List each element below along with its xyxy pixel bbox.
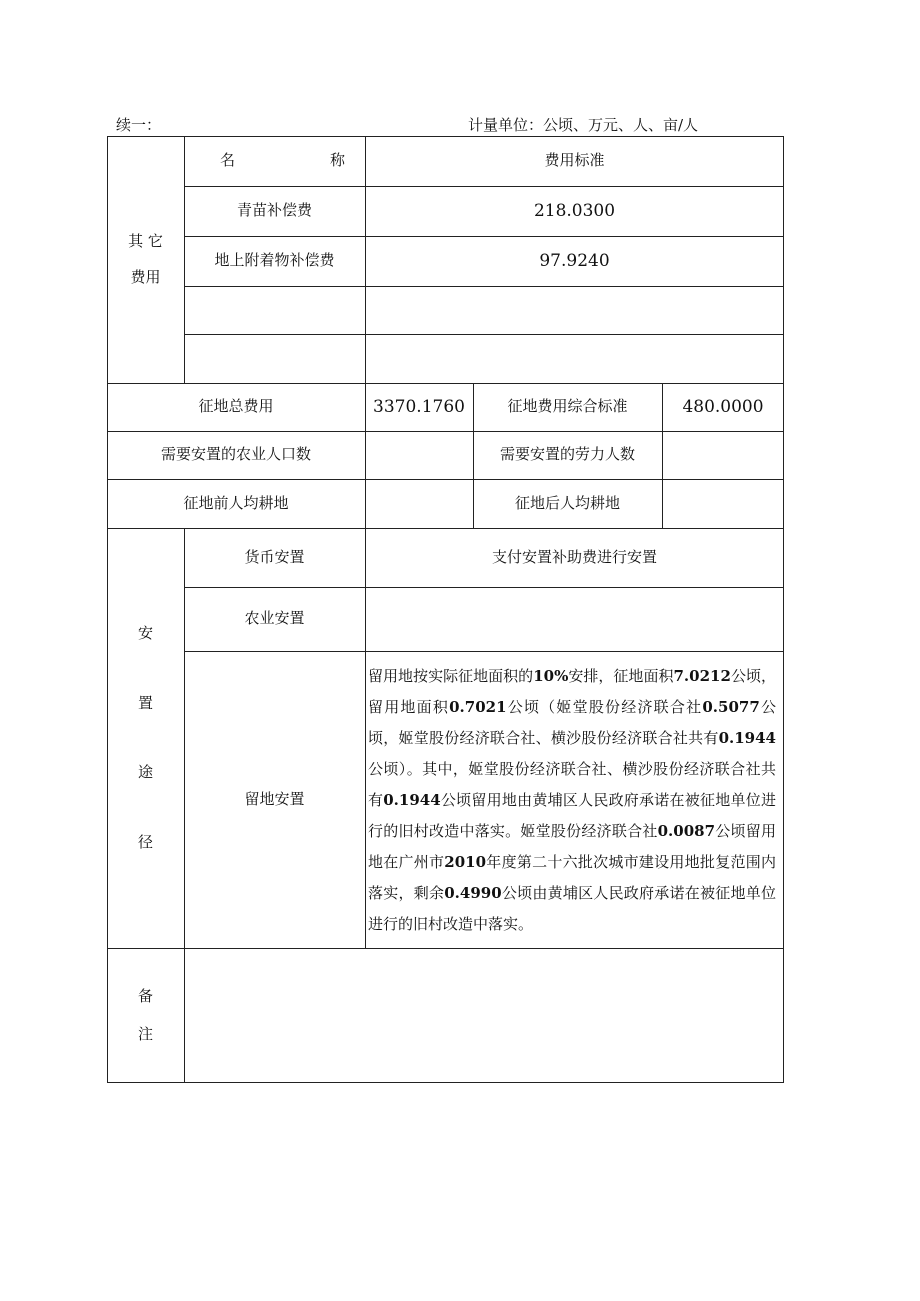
resettlement-label: 安 置 途 径 (137, 624, 153, 851)
labor-count-value (662, 431, 784, 479)
cost-item-value: 218.0300 (533, 200, 616, 221)
cost-item-value: 97.9240 (539, 250, 610, 271)
agricultural-resettlement-value (365, 587, 784, 651)
agri-population-value (365, 431, 473, 479)
cost-item-name (184, 286, 365, 334)
farmland-after-label: 征地后人均耕地 (514, 493, 620, 512)
agri-population-label: 需要安置的农业人口数 (160, 445, 311, 464)
labor-count-label: 需要安置的劳力人数 (499, 445, 635, 464)
reserved-land-label: 留地安置 (244, 789, 305, 808)
standard-column-header: 费用标准 (544, 151, 605, 170)
composite-standard-label: 征地费用综合标准 (507, 397, 628, 416)
remarks-value (184, 948, 784, 1083)
total-cost-label: 征地总费用 (198, 397, 274, 416)
cost-item-name: 青苗补偿费 (236, 201, 312, 220)
header-continuation: 续一： (116, 116, 162, 134)
cost-item-value (365, 334, 784, 383)
reserved-land-description: 留用地按实际征地面积的10%安排，征地面积7.0212公顷，留用地面积0.7021公顷（姬堂股份经济联合社0.5077公顷，姬堂股份经济联合社、横沙股份经济联合社共有0.1944公顷）。其中，姬堂股份经济联合社、横沙股份经济联合社共有0.1944公顷留用地由黄埔区人民政府承诺在被征地单位进行的旧村改造中落实。姬堂股份经济联合社0.0087公顷留用地在广州市2010年度第二十六批次城市建设用地批复范围内落实，剩余0.4990公顷由黄埔区人民政府承诺在被征地单位进行的旧村改造中落实。 (368, 667, 776, 933)
farmland-before-label: 征地前人均耕地 (183, 493, 289, 512)
farmland-after-value (662, 479, 784, 528)
agricultural-resettlement-label: 农业安置 (244, 609, 305, 628)
name-column-header: 名 称 (220, 151, 345, 170)
cost-item-name: 地上附着物补偿费 (214, 251, 335, 270)
farmland-before-value (365, 479, 473, 528)
monetary-resettlement-value: 支付安置补助费进行安置 (491, 547, 657, 566)
remarks-label: 备 注 (137, 987, 153, 1043)
header-unit: 计量单位：公顷、万元、人、亩/人 (468, 116, 699, 134)
monetary-resettlement-label: 货币安置 (244, 547, 305, 566)
other-costs-label: 其 它 费用 (128, 232, 163, 286)
composite-standard-value: 480.0000 (682, 396, 764, 417)
cost-item-value (365, 286, 784, 334)
cost-item-name (184, 334, 365, 383)
total-cost-value: 3370.1760 (373, 396, 465, 417)
land-acquisition-table (107, 136, 784, 1083)
